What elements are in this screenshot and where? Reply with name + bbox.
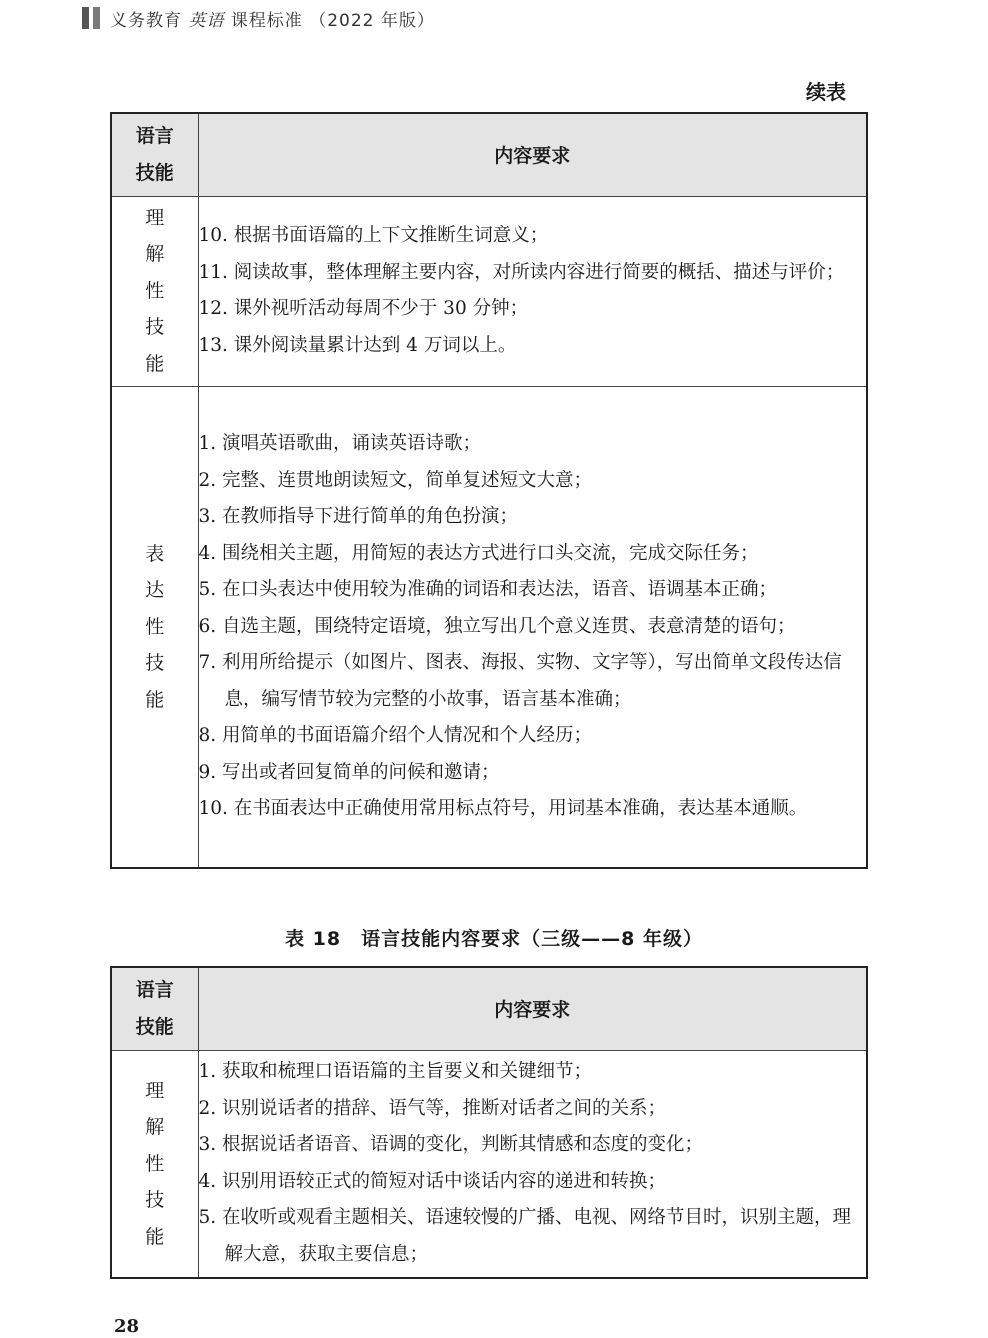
list-item: 5. 在口头表达中使用较为准确的词语和表达法，语音、语调基本正确； bbox=[198, 579, 778, 600]
page-number: 28 bbox=[114, 1316, 140, 1337]
table-header-row bbox=[111, 967, 867, 1050]
list-item: 2. 完整、连贯地朗读短文，简单复述短文大意； bbox=[198, 469, 593, 491]
list-item: 10. 在书面表达中正确使用常用标点符号，用词基本准确，表达基本通顺。 bbox=[198, 798, 808, 819]
skill-label-comprehension: 理 解 性 技 能 bbox=[111, 1050, 198, 1278]
skills-table-continued bbox=[110, 112, 868, 869]
skills-table-level3 bbox=[110, 966, 868, 1279]
table-row bbox=[111, 196, 867, 386]
table-caption: 表 18 语言技能内容要求（三级——8 年级） bbox=[285, 928, 703, 950]
continued-label: 续表 bbox=[806, 80, 846, 104]
running-header bbox=[82, 6, 435, 30]
list-item: 3. 根据说话者语音、语调的变化，判断其情感和态度的变化； bbox=[198, 1134, 704, 1156]
list-item: 8. 用简单的书面语篇介绍个人情况和个人经历； bbox=[198, 725, 593, 746]
table-row bbox=[111, 1050, 867, 1278]
list-item: 5. 在收听或观看主题相关、语速较慢的广播、电视、网络节目时，识别主题，理解大意，获取主要信息； bbox=[198, 1207, 852, 1265]
list-item: 10. 根据书面语篇的上下文推断生词意义； bbox=[198, 225, 549, 246]
column-header-content: 内容要求 bbox=[198, 113, 867, 196]
list-item: 6. 自选主题，围绕特定语境，独立写出几个意义连贯、表意清楚的语句； bbox=[198, 615, 796, 637]
skill-label-expression: 表 达 性 技 能 bbox=[111, 386, 198, 868]
list-item: 1. 演唱英语歌曲，诵读英语诗歌； bbox=[198, 433, 482, 454]
table-row bbox=[111, 386, 867, 868]
list-item: 2. 识别说话者的措辞、语气等，推断对话者之间的关系； bbox=[198, 1097, 667, 1119]
content-items bbox=[198, 1050, 867, 1278]
column-header-content: 内容要求 bbox=[198, 967, 867, 1050]
list-item: 9. 写出或者回复简单的问候和邀请； bbox=[198, 761, 500, 783]
column-header-skill: 语言 技能 bbox=[111, 967, 198, 1050]
list-item: 13. 课外阅读量累计达到 4 万词以上。 bbox=[198, 334, 517, 356]
table-header-row bbox=[111, 113, 867, 196]
content-items bbox=[198, 386, 867, 868]
list-item: 1. 获取和梳理口语语篇的主旨要义和关键细节； bbox=[198, 1061, 593, 1083]
column-header-skill: 语言 技能 bbox=[111, 113, 198, 196]
list-item: 4. 识别用语较正式的简短对话中谈话内容的递进和转换； bbox=[198, 1170, 667, 1192]
header-title: 义务教育 英语 课程标准 （2022 年版） bbox=[110, 10, 435, 31]
list-item: 11. 阅读故事，整体理解主要内容，对所读内容进行简要的概括、描述与评价； bbox=[198, 261, 845, 283]
list-item: 3. 在教师指导下进行简单的角色扮演； bbox=[198, 506, 519, 527]
list-item: 12. 课外视听活动每周不少于 30 分钟； bbox=[198, 298, 529, 319]
content-items bbox=[198, 196, 867, 386]
header-bars-decoration bbox=[82, 7, 100, 29]
skill-label-comprehension: 理 解 性 技 能 bbox=[111, 196, 198, 386]
list-item: 7. 利用所给提示（如图片、图表、海报、实物、文字等），写出简单文段传达信息，编写情节较为完整的小故事，语言基本准确； bbox=[198, 652, 842, 710]
list-item: 4. 围绕相关主题，用简短的表达方式进行口头交流，完成交际任务； bbox=[198, 542, 759, 564]
